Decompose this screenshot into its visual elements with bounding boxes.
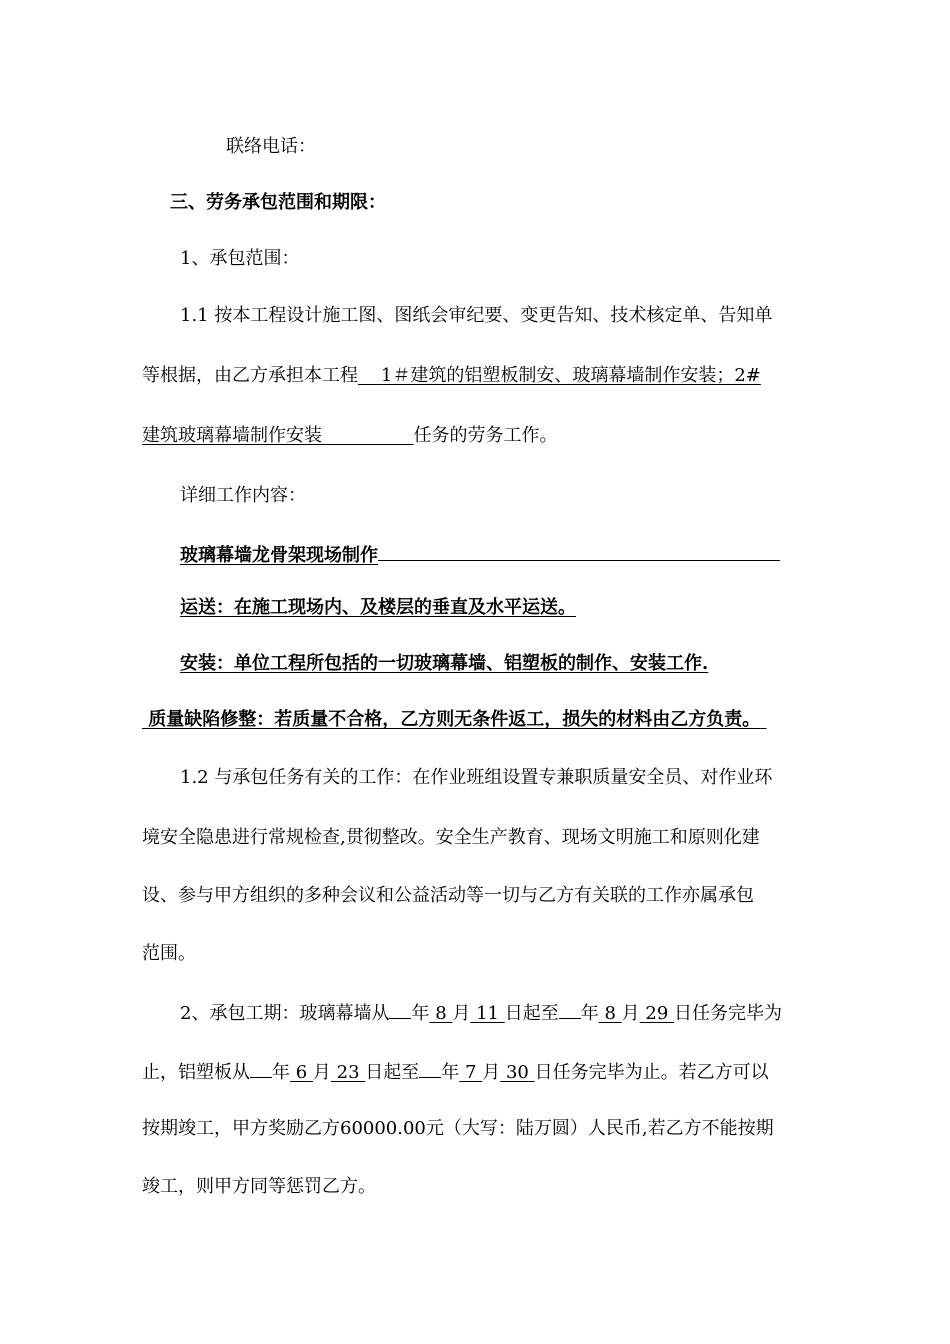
schedule-prefix: 2、承包工期：玻璃幕墙从 xyxy=(180,1003,390,1024)
quality-text: 质量缺陷修整：若质量不合格，乙方则无条件返工，损失的材料由乙方负责。 xyxy=(148,709,761,730)
fabrication-blank-line xyxy=(378,540,780,561)
clause-1-2-line-1: 1.2 与承包任务有关的工作：在作业班组设置专兼职质量安全员、对作业环 xyxy=(180,767,773,788)
schedule-line-2 xyxy=(142,1057,769,1085)
glass-end-suffix: 日任务完毕为 xyxy=(674,1003,783,1024)
scope-text: 1＃建筑的铝塑板制安、玻璃幕墙制作安装；2# xyxy=(380,365,761,386)
year-label: 年 xyxy=(272,1062,290,1083)
glass-start-month-value: 8 xyxy=(435,1003,447,1024)
schedule-line-4: 竣工，则甲方同等惩罚乙方。 xyxy=(142,1176,376,1197)
panel-end-suffix: 日任务完毕为止。若乙方可以 xyxy=(534,1062,769,1083)
glass-end-day xyxy=(640,1003,674,1024)
glass-end-month-value: 8 xyxy=(604,1003,616,1024)
work-item-fabrication xyxy=(180,540,780,568)
fabrication-text: 玻璃幕墙龙骨架现场制作 xyxy=(180,545,378,566)
clause-1-1-prefix: 等根据，由乙方承担本工程 xyxy=(142,365,358,386)
clause-1-1-line-2 xyxy=(142,364,761,388)
clause-1-2-line-2: 境安全隐患进行常规检查,贯彻整改。安全生产教育、现场文明施工和原则化建 xyxy=(142,827,760,848)
panel-start-year-blank xyxy=(250,1057,272,1078)
work-item-quality xyxy=(142,708,767,732)
panel-end-day xyxy=(500,1062,534,1083)
scope-heading: 1、承包范围： xyxy=(180,248,300,269)
month-label: 月 xyxy=(452,1003,471,1024)
year-label: 年 xyxy=(580,1003,599,1024)
contact-phone-label: 联络电话： xyxy=(226,136,316,157)
work-item-install: 安装：单位工程所包括的一切玻璃幕墙、铝塑板的制作、安装工作. xyxy=(180,653,709,674)
panel-end-year-blank xyxy=(419,1057,441,1078)
from-to-label: 日起至 xyxy=(365,1062,420,1083)
glass-end-month xyxy=(599,1003,622,1024)
section-3-heading: 三、劳务承包范围和期限： xyxy=(170,192,386,213)
panel-end-day-value: 30 xyxy=(505,1062,529,1083)
year-label: 年 xyxy=(441,1062,460,1083)
clause-1-2-line-3: 设、参与甲方组织的多种会议和公益活动等一切与乙方有关联的工作亦属承包 xyxy=(142,885,754,906)
glass-end-year-blank xyxy=(559,998,581,1019)
panel-start-month-value: 6 xyxy=(295,1062,308,1083)
panel-start-day-value: 23 xyxy=(336,1062,360,1083)
clause-1-2-line-4: 范围。 xyxy=(142,943,196,964)
panel-end-month xyxy=(459,1062,482,1083)
detail-heading: 详细工作内容： xyxy=(180,485,306,506)
schedule-line-1 xyxy=(180,998,782,1026)
panel-prefix: 止，铝塑板从 xyxy=(142,1062,250,1083)
panel-start-month xyxy=(290,1062,313,1083)
clause-1-1-line-1: 1.1 按本工程设计施工图、图纸会审纪要、变更告知、技术核定单、告知单 xyxy=(180,305,773,326)
panel-end-month-value: 7 xyxy=(465,1062,477,1083)
month-label: 月 xyxy=(312,1062,331,1083)
from-to-label: 日起至 xyxy=(504,1003,559,1024)
glass-start-year-blank xyxy=(389,998,411,1019)
month-label: 月 xyxy=(621,1003,640,1024)
quality-text-underlined xyxy=(142,709,767,730)
work-item-transport: 运送：在施工现场内、及楼层的垂直及水平运送。 xyxy=(180,597,576,618)
year-label: 年 xyxy=(411,1003,430,1024)
glass-start-day xyxy=(470,1003,504,1024)
scope-of-work-underlined xyxy=(358,365,761,386)
glass-start-month xyxy=(429,1003,452,1024)
month-label: 月 xyxy=(482,1062,501,1083)
clause-1-1-suffix: 任务的劳务工作。 xyxy=(413,425,558,446)
scope-text-2: 建筑玻璃幕墙制作安装 xyxy=(142,425,322,446)
clause-1-1-line-3 xyxy=(142,424,558,448)
panel-start-day xyxy=(331,1062,365,1083)
scope-continuation-underlined xyxy=(142,425,414,446)
schedule-line-3: 按期竣工，甲方奖励乙方60000.00元（大写：陆万圆）人民币,若乙方不能按期 xyxy=(142,1118,774,1139)
glass-start-day-value: 11 xyxy=(476,1003,500,1024)
glass-end-day-value: 29 xyxy=(645,1003,669,1024)
